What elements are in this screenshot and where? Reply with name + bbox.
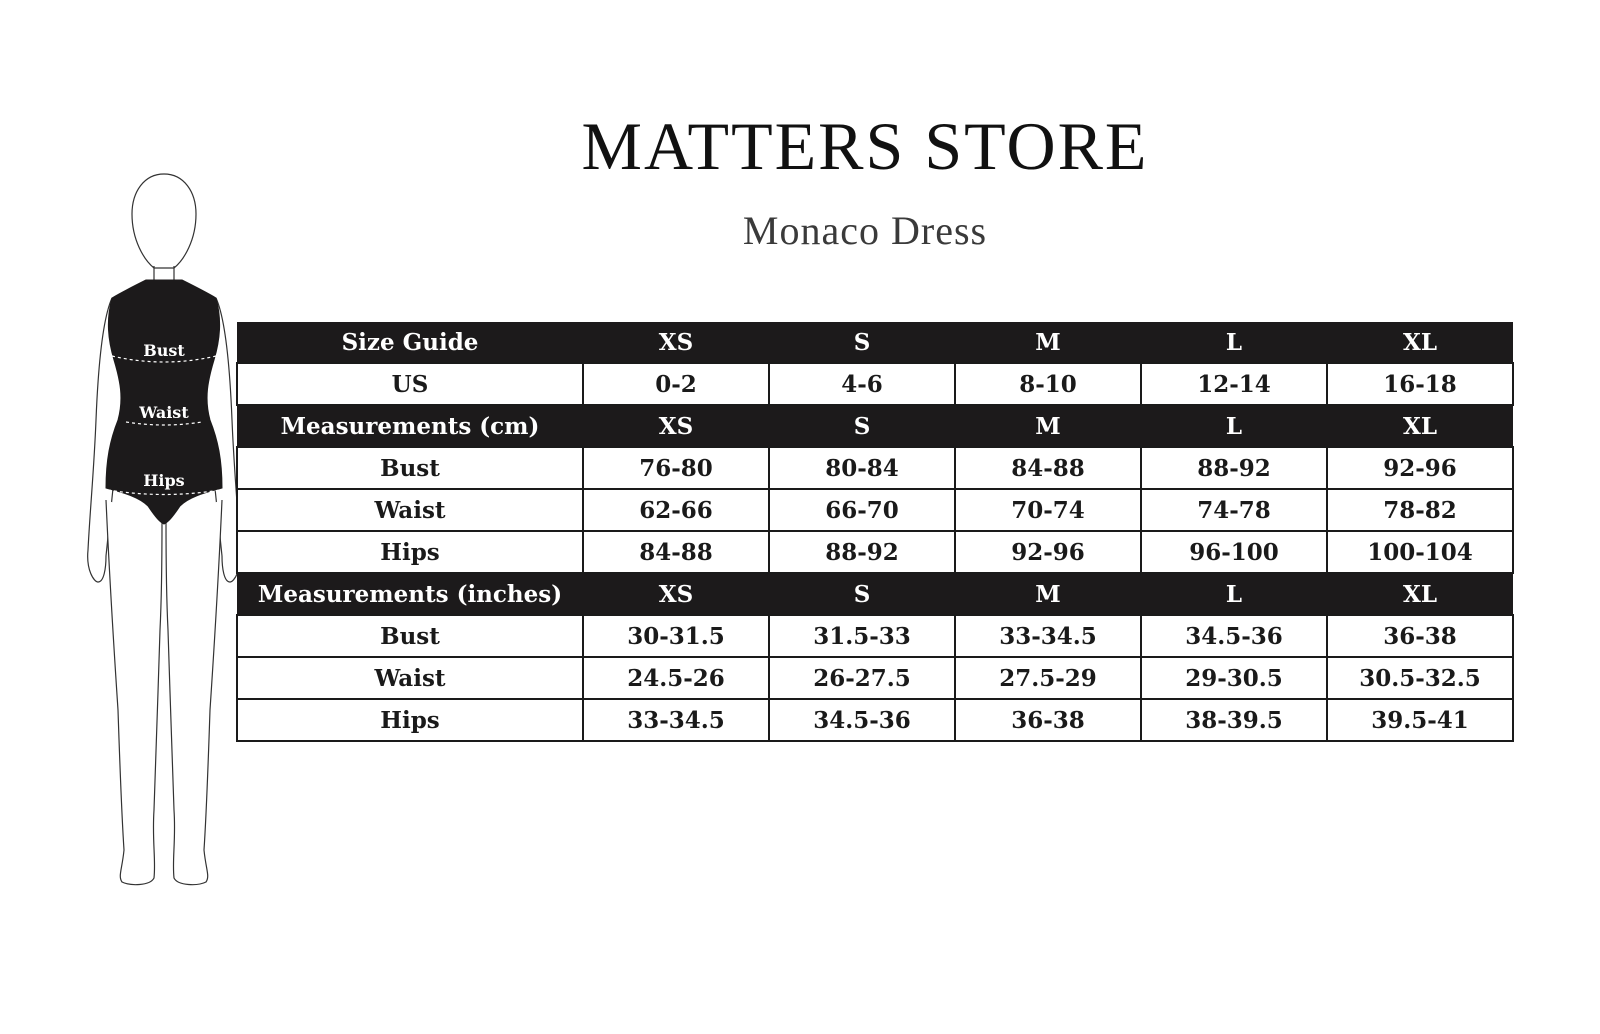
table-cell: 4-6 xyxy=(769,363,955,405)
table-cell: 70-74 xyxy=(955,489,1141,531)
row-label: Waist xyxy=(237,489,583,531)
table-cell: 36-38 xyxy=(1327,615,1513,657)
table-cell: 76-80 xyxy=(583,447,769,489)
table-cell: L xyxy=(1141,405,1327,447)
figure-right-leg xyxy=(166,500,222,885)
table-cell: 29-30.5 xyxy=(1141,657,1327,699)
table-cell: 92-96 xyxy=(955,531,1141,573)
table-cell: 34.5-36 xyxy=(769,699,955,741)
table-cell: 74-78 xyxy=(1141,489,1327,531)
table-row xyxy=(237,531,1513,573)
brand-title: MATTERS STORE xyxy=(581,108,1149,184)
row-label: Measurements (inches) xyxy=(237,573,583,615)
table-cell: XS xyxy=(583,573,769,615)
table-cell: XS xyxy=(583,405,769,447)
table-cell: 96-100 xyxy=(1141,531,1327,573)
table-row xyxy=(237,363,1513,405)
table-cell: XL xyxy=(1327,322,1513,363)
table-cell: S xyxy=(769,405,955,447)
table-cell: 34.5-36 xyxy=(1141,615,1327,657)
table-cell: 62-66 xyxy=(583,489,769,531)
row-label: Measurements (cm) xyxy=(237,405,583,447)
table-cell: 30-31.5 xyxy=(583,615,769,657)
bust-label: Bust xyxy=(143,341,185,360)
table-cell: 78-82 xyxy=(1327,489,1513,531)
table-cell: 33-34.5 xyxy=(955,615,1141,657)
table-cell: 12-14 xyxy=(1141,363,1327,405)
table-header-row xyxy=(237,573,1513,615)
product-title: Monaco Dress xyxy=(742,208,988,253)
table-cell: M xyxy=(955,405,1141,447)
hips-label: Hips xyxy=(143,471,185,490)
table-cell: L xyxy=(1141,573,1327,615)
table-cell: S xyxy=(769,322,955,363)
table-cell: XL xyxy=(1327,573,1513,615)
table-cell: L xyxy=(1141,322,1327,363)
table-cell: 24.5-26 xyxy=(583,657,769,699)
row-label: US xyxy=(237,363,583,405)
table-row xyxy=(237,657,1513,699)
table-cell: 27.5-29 xyxy=(955,657,1141,699)
table-cell: 100-104 xyxy=(1327,531,1513,573)
table-cell: 39.5-41 xyxy=(1327,699,1513,741)
table-row xyxy=(237,615,1513,657)
table-cell: 33-34.5 xyxy=(583,699,769,741)
table-row xyxy=(237,447,1513,489)
figure-head xyxy=(132,174,196,268)
table-header-row xyxy=(237,322,1513,363)
table-cell: 38-39.5 xyxy=(1141,699,1327,741)
table-cell: 30.5-32.5 xyxy=(1327,657,1513,699)
row-label: Bust xyxy=(237,615,583,657)
table-cell: M xyxy=(955,322,1141,363)
table-cell: 8-10 xyxy=(955,363,1141,405)
row-label: Waist xyxy=(237,657,583,699)
table-cell: 92-96 xyxy=(1327,447,1513,489)
size-guide-table xyxy=(236,322,1514,742)
table-header-row xyxy=(237,405,1513,447)
table-cell: 36-38 xyxy=(955,699,1141,741)
table-cell: M xyxy=(955,573,1141,615)
waist-label: Waist xyxy=(139,403,189,422)
table-cell: XL xyxy=(1327,405,1513,447)
table-row xyxy=(237,489,1513,531)
table-cell: 84-88 xyxy=(583,531,769,573)
table-row xyxy=(237,699,1513,741)
table-cell: 16-18 xyxy=(1327,363,1513,405)
row-label: Bust xyxy=(237,447,583,489)
body-measurement-figure xyxy=(76,170,252,898)
table-cell: 26-27.5 xyxy=(769,657,955,699)
table-cell: 80-84 xyxy=(769,447,955,489)
table-cell: 0-2 xyxy=(583,363,769,405)
table-cell: S xyxy=(769,573,955,615)
row-label: Hips xyxy=(237,531,583,573)
row-label: Size Guide xyxy=(237,322,583,363)
figure-left-leg xyxy=(106,500,162,885)
row-label: Hips xyxy=(237,699,583,741)
table-cell: 66-70 xyxy=(769,489,955,531)
table-cell: 31.5-33 xyxy=(769,615,955,657)
table-cell: 84-88 xyxy=(955,447,1141,489)
table-cell: XS xyxy=(583,322,769,363)
table-cell: 88-92 xyxy=(769,531,955,573)
table-cell: 88-92 xyxy=(1141,447,1327,489)
